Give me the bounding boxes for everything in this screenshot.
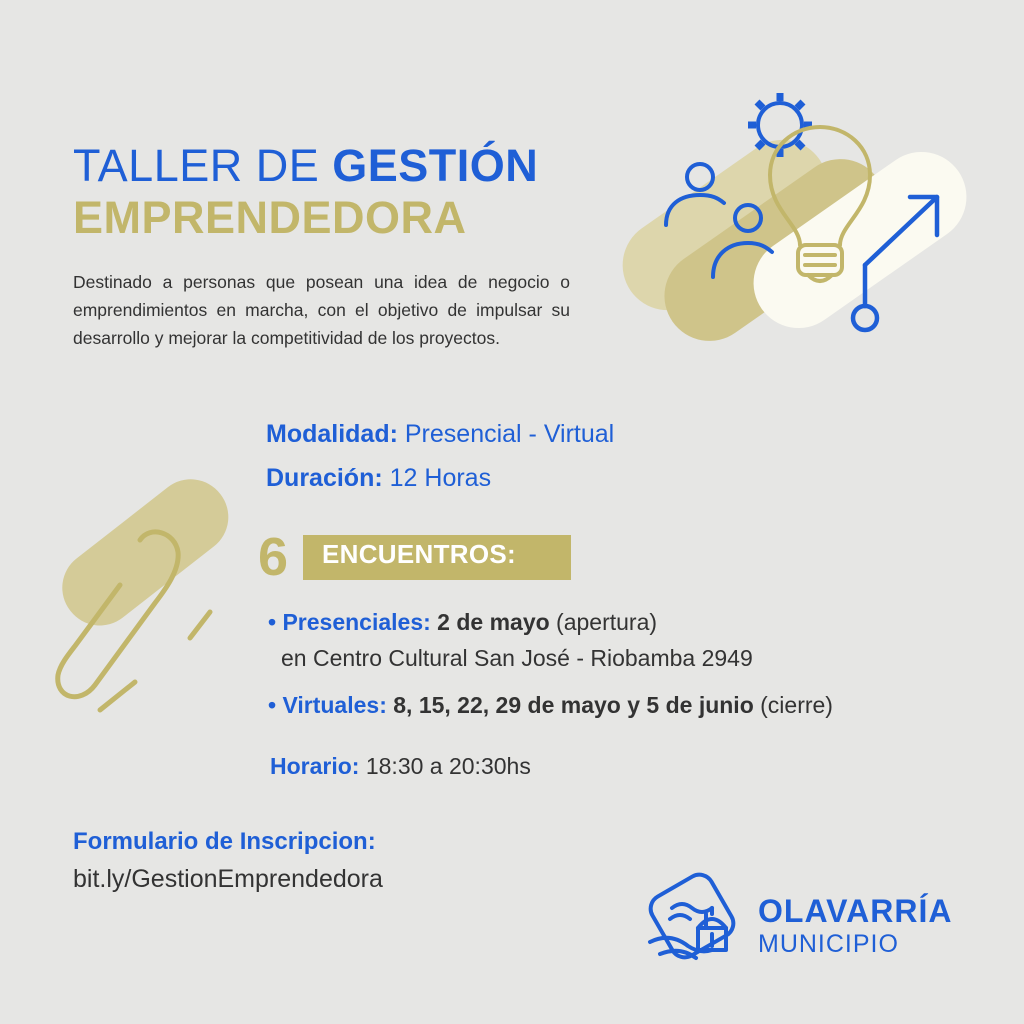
modalidad-value: Presencial - Virtual [397, 420, 615, 448]
encuentros-label: ENCUENTROS: [322, 539, 516, 569]
presenciales-place: en Centro Cultural San José - Riobamba 2949 [281, 645, 753, 671]
title-light-text: TALLER DE [73, 140, 333, 191]
duracion-line [266, 464, 491, 493]
formulario-label: Formulario de Inscripcion: [73, 828, 376, 855]
presenciales-bullet: • [268, 609, 277, 635]
intro-paragraph: Destinado a personas que posean una idea de negocio o emprendimientos en marcha, con el objetivo de impulsar su desarrollo y mejorar la competitividad de los proyectos. [73, 272, 570, 348]
duracion-value: 12 Horas [382, 464, 492, 492]
logo-name: OLAVARRÍA [758, 893, 953, 929]
page-title-line-2: EMPRENDEDORA [73, 192, 467, 243]
virtuales-line [268, 692, 833, 719]
modalidad-line [266, 420, 614, 449]
horario-line [270, 753, 531, 780]
paperclip-decoration [40, 460, 250, 760]
presenciales-line [268, 609, 657, 636]
page-title-line-1 [73, 140, 538, 192]
presenciales-note: (apertura) [549, 609, 658, 635]
olavarria-logo-icon [640, 872, 750, 967]
virtuales-bullet: • [268, 692, 277, 718]
encuentros-number: 6 [258, 527, 289, 587]
presenciales-date: 2 de mayo [430, 609, 550, 635]
modalidad-label: Modalidad: [266, 420, 398, 448]
title-bold-text: GESTIÓN [332, 140, 539, 191]
virtuales-note: (cierre) [753, 692, 833, 718]
horario-value: 18:30 a 20:30hs [359, 753, 531, 779]
virtuales-label: Virtuales: [282, 692, 387, 718]
formulario-link[interactable]: bit.ly/GestionEmprendedora [73, 865, 383, 893]
duracion-label: Duración: [266, 464, 383, 492]
horario-label: Horario: [270, 753, 360, 779]
entrepreneur-illustration [600, 85, 980, 345]
logo-subtitle: MUNICIPIO [758, 930, 899, 958]
presenciales-label: Presenciales: [282, 609, 431, 635]
virtuales-dates: 8, 15, 22, 29 de mayo y 5 de junio [386, 692, 754, 718]
